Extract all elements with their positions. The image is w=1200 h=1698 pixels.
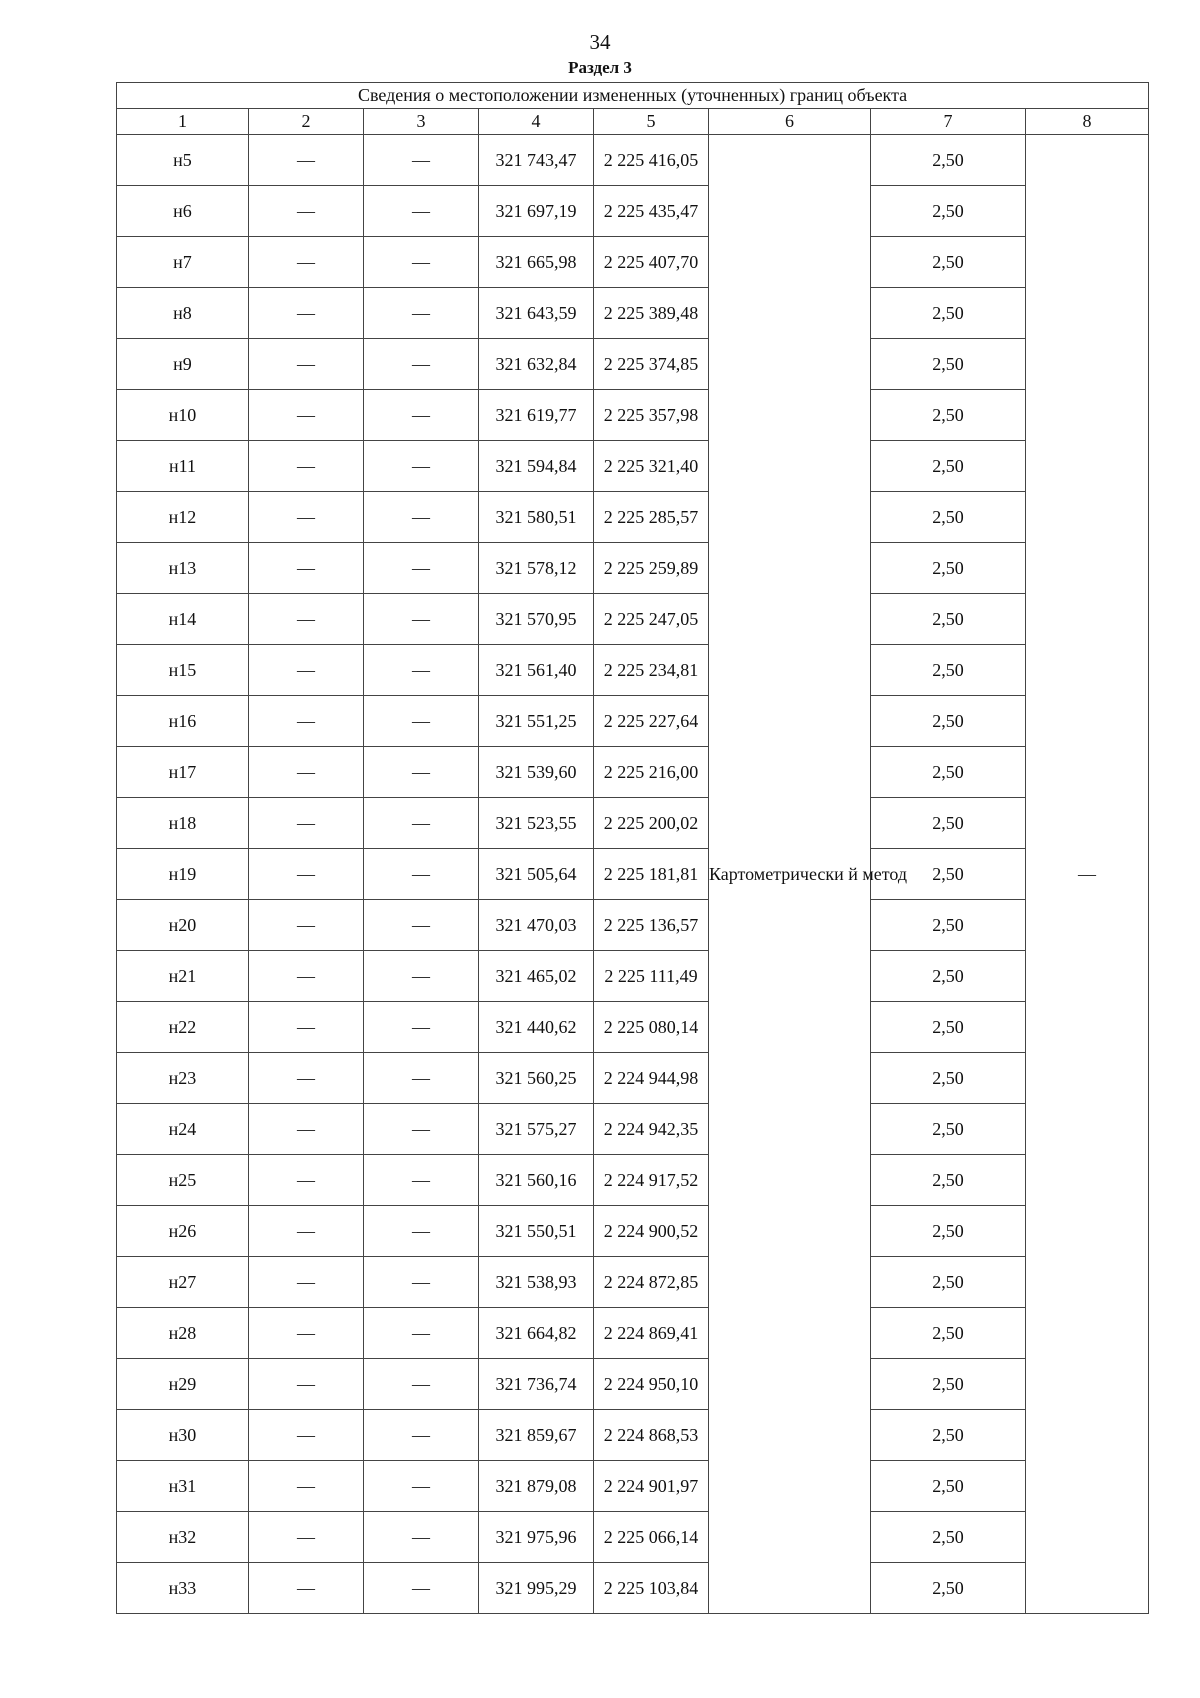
col2-cell: — bbox=[249, 798, 364, 849]
col2-cell: — bbox=[249, 237, 364, 288]
accuracy-cell: 2,50 bbox=[871, 1308, 1026, 1359]
y-coordinate-cell: 2 225 407,70 bbox=[594, 237, 709, 288]
col3-cell: — bbox=[364, 1359, 479, 1410]
y-coordinate-cell: 2 224 950,10 bbox=[594, 1359, 709, 1410]
col3-cell: — bbox=[364, 1461, 479, 1512]
col3-cell: — bbox=[364, 1308, 479, 1359]
accuracy-cell: 2,50 bbox=[871, 1410, 1026, 1461]
col2-cell: — bbox=[249, 1155, 364, 1206]
col3-cell: — bbox=[364, 696, 479, 747]
y-coordinate-cell: 2 225 111,49 bbox=[594, 951, 709, 1002]
y-coordinate-cell: 2 225 200,02 bbox=[594, 798, 709, 849]
table-row bbox=[117, 1461, 1149, 1512]
column-number-8: 8 bbox=[1026, 109, 1149, 135]
col3-cell: — bbox=[364, 186, 479, 237]
x-coordinate-cell: 321 736,74 bbox=[479, 1359, 594, 1410]
accuracy-cell: 2,50 bbox=[871, 1461, 1026, 1512]
col2-cell: — bbox=[249, 951, 364, 1002]
x-coordinate-cell: 321 743,47 bbox=[479, 135, 594, 186]
accuracy-cell: 2,50 bbox=[871, 1053, 1026, 1104]
accuracy-cell: 2,50 bbox=[871, 135, 1026, 186]
col2-cell: — bbox=[249, 900, 364, 951]
y-coordinate-cell: 2 225 285,57 bbox=[594, 492, 709, 543]
column-number-4: 4 bbox=[479, 109, 594, 135]
table-row bbox=[117, 543, 1149, 594]
x-coordinate-cell: 321 580,51 bbox=[479, 492, 594, 543]
column-number-5: 5 bbox=[594, 109, 709, 135]
col3-cell: — bbox=[364, 1257, 479, 1308]
col2-cell: — bbox=[249, 1002, 364, 1053]
col2-cell: — bbox=[249, 492, 364, 543]
x-coordinate-cell: 321 578,12 bbox=[479, 543, 594, 594]
table-row bbox=[117, 1053, 1149, 1104]
col3-cell: — bbox=[364, 1563, 479, 1614]
x-coordinate-cell: 321 665,98 bbox=[479, 237, 594, 288]
x-coordinate-cell: 321 465,02 bbox=[479, 951, 594, 1002]
table-row bbox=[117, 696, 1149, 747]
point-name-cell: н29 bbox=[117, 1359, 249, 1410]
col2-cell: — bbox=[249, 135, 364, 186]
y-coordinate-cell: 2 225 103,84 bbox=[594, 1563, 709, 1614]
point-name-cell: н13 bbox=[117, 543, 249, 594]
col2-cell: — bbox=[249, 186, 364, 237]
accuracy-cell: 2,50 bbox=[871, 390, 1026, 441]
table-row bbox=[117, 237, 1149, 288]
col2-cell: — bbox=[249, 1512, 364, 1563]
table-caption: Сведения о местоположении измененных (уточненных) границ объекта bbox=[117, 83, 1149, 109]
col2-cell: — bbox=[249, 1053, 364, 1104]
table-row bbox=[117, 645, 1149, 696]
col3-cell: — bbox=[364, 390, 479, 441]
y-coordinate-cell: 2 224 872,85 bbox=[594, 1257, 709, 1308]
accuracy-cell: 2,50 bbox=[871, 951, 1026, 1002]
point-name-cell: н12 bbox=[117, 492, 249, 543]
point-name-cell: н16 bbox=[117, 696, 249, 747]
x-coordinate-cell: 321 643,59 bbox=[479, 288, 594, 339]
x-coordinate-cell: 321 975,96 bbox=[479, 1512, 594, 1563]
x-coordinate-cell: 321 538,93 bbox=[479, 1257, 594, 1308]
table-row bbox=[117, 339, 1149, 390]
column-number-2: 2 bbox=[249, 109, 364, 135]
point-name-cell: н27 bbox=[117, 1257, 249, 1308]
x-coordinate-cell: 321 995,29 bbox=[479, 1563, 594, 1614]
table-row bbox=[117, 747, 1149, 798]
x-coordinate-cell: 321 505,64 bbox=[479, 849, 594, 900]
accuracy-cell: 2,50 bbox=[871, 1002, 1026, 1053]
y-coordinate-cell: 2 225 435,47 bbox=[594, 186, 709, 237]
col2-cell: — bbox=[249, 1359, 364, 1410]
accuracy-cell: 2,50 bbox=[871, 1257, 1026, 1308]
col2-cell: — bbox=[249, 747, 364, 798]
point-name-cell: н25 bbox=[117, 1155, 249, 1206]
x-coordinate-cell: 321 575,27 bbox=[479, 1104, 594, 1155]
col3-cell: — bbox=[364, 135, 479, 186]
accuracy-cell: 2,50 bbox=[871, 339, 1026, 390]
col3-cell: — bbox=[364, 645, 479, 696]
point-name-cell: н17 bbox=[117, 747, 249, 798]
col3-cell: — bbox=[364, 492, 479, 543]
col2-cell: — bbox=[249, 645, 364, 696]
accuracy-cell: 2,50 bbox=[871, 1155, 1026, 1206]
point-name-cell: н6 bbox=[117, 186, 249, 237]
col2-cell: — bbox=[249, 1104, 364, 1155]
col3-cell: — bbox=[364, 900, 479, 951]
page-number: 34 bbox=[589, 30, 611, 54]
accuracy-cell: 2,50 bbox=[871, 543, 1026, 594]
col2-cell: — bbox=[249, 696, 364, 747]
table-row bbox=[117, 1563, 1149, 1614]
x-coordinate-cell: 321 440,62 bbox=[479, 1002, 594, 1053]
y-coordinate-cell: 2 224 869,41 bbox=[594, 1308, 709, 1359]
y-coordinate-cell: 2 225 374,85 bbox=[594, 339, 709, 390]
accuracy-cell: 2,50 bbox=[871, 186, 1026, 237]
x-coordinate-cell: 321 551,25 bbox=[479, 696, 594, 747]
col2-cell: — bbox=[249, 288, 364, 339]
x-coordinate-cell: 321 697,19 bbox=[479, 186, 594, 237]
table-row bbox=[117, 900, 1149, 951]
col3-cell: — bbox=[364, 1104, 479, 1155]
table-row bbox=[117, 1155, 1149, 1206]
table-row bbox=[117, 798, 1149, 849]
point-name-cell: н23 bbox=[117, 1053, 249, 1104]
accuracy-cell: 2,50 bbox=[871, 747, 1026, 798]
point-name-cell: н11 bbox=[117, 441, 249, 492]
point-name-cell: н7 bbox=[117, 237, 249, 288]
col3-cell: — bbox=[364, 1410, 479, 1461]
x-coordinate-cell: 321 523,55 bbox=[479, 798, 594, 849]
point-name-cell: н5 bbox=[117, 135, 249, 186]
table-body bbox=[117, 135, 1149, 1614]
accuracy-cell: 2,50 bbox=[871, 645, 1026, 696]
col2-cell: — bbox=[249, 441, 364, 492]
x-coordinate-cell: 321 470,03 bbox=[479, 900, 594, 951]
y-coordinate-cell: 2 225 357,98 bbox=[594, 390, 709, 441]
col2-cell: — bbox=[249, 1308, 364, 1359]
y-coordinate-cell: 2 225 227,64 bbox=[594, 696, 709, 747]
col2-cell: — bbox=[249, 1206, 364, 1257]
accuracy-cell: 2,50 bbox=[871, 492, 1026, 543]
accuracy-cell: 2,50 bbox=[871, 849, 1026, 900]
accuracy-cell: 2,50 bbox=[871, 1512, 1026, 1563]
col3-cell: — bbox=[364, 441, 479, 492]
table-row bbox=[117, 288, 1149, 339]
x-coordinate-cell: 321 570,95 bbox=[479, 594, 594, 645]
x-coordinate-cell: 321 619,77 bbox=[479, 390, 594, 441]
point-name-cell: н33 bbox=[117, 1563, 249, 1614]
col3-cell: — bbox=[364, 594, 479, 645]
col3-cell: — bbox=[364, 1206, 479, 1257]
col2-cell: — bbox=[249, 1563, 364, 1614]
col2-cell: — bbox=[249, 543, 364, 594]
col2-cell: — bbox=[249, 339, 364, 390]
col2-cell: — bbox=[249, 1257, 364, 1308]
point-name-cell: н9 bbox=[117, 339, 249, 390]
point-name-cell: н15 bbox=[117, 645, 249, 696]
point-name-cell: н19 bbox=[117, 849, 249, 900]
col3-cell: — bbox=[364, 798, 479, 849]
table-row bbox=[117, 441, 1149, 492]
y-coordinate-cell: 2 224 917,52 bbox=[594, 1155, 709, 1206]
point-name-cell: н28 bbox=[117, 1308, 249, 1359]
x-coordinate-cell: 321 632,84 bbox=[479, 339, 594, 390]
section-title: Раздел 3 bbox=[568, 58, 632, 77]
table-row bbox=[117, 135, 1149, 186]
point-name-cell: н32 bbox=[117, 1512, 249, 1563]
col3-cell: — bbox=[364, 747, 479, 798]
column-number-6: 6 bbox=[709, 109, 871, 135]
accuracy-cell: 2,50 bbox=[871, 696, 1026, 747]
accuracy-cell: 2,50 bbox=[871, 1104, 1026, 1155]
col2-cell: — bbox=[249, 390, 364, 441]
point-name-cell: н30 bbox=[117, 1410, 249, 1461]
table-row bbox=[117, 390, 1149, 441]
point-name-cell: н21 bbox=[117, 951, 249, 1002]
col2-cell: — bbox=[249, 1410, 364, 1461]
y-coordinate-cell: 2 224 944,98 bbox=[594, 1053, 709, 1104]
accuracy-cell: 2,50 bbox=[871, 441, 1026, 492]
table-row bbox=[117, 1359, 1149, 1410]
x-coordinate-cell: 321 561,40 bbox=[479, 645, 594, 696]
table-row bbox=[117, 849, 1149, 900]
table-row bbox=[117, 1104, 1149, 1155]
accuracy-cell: 2,50 bbox=[871, 1206, 1026, 1257]
y-coordinate-cell: 2 225 066,14 bbox=[594, 1512, 709, 1563]
col3-cell: — bbox=[364, 849, 479, 900]
table-row bbox=[117, 1410, 1149, 1461]
y-coordinate-cell: 2 225 247,05 bbox=[594, 594, 709, 645]
accuracy-cell: 2,50 bbox=[871, 594, 1026, 645]
col8-cell: — bbox=[1026, 135, 1149, 1614]
column-number-1: 1 bbox=[117, 109, 249, 135]
y-coordinate-cell: 2 225 416,05 bbox=[594, 135, 709, 186]
table-caption-row bbox=[117, 83, 1149, 109]
y-coordinate-cell: 2 225 259,89 bbox=[594, 543, 709, 594]
table-row bbox=[117, 492, 1149, 543]
x-coordinate-cell: 321 539,60 bbox=[479, 747, 594, 798]
point-name-cell: н24 bbox=[117, 1104, 249, 1155]
accuracy-cell: 2,50 bbox=[871, 900, 1026, 951]
x-coordinate-cell: 321 560,16 bbox=[479, 1155, 594, 1206]
x-coordinate-cell: 321 560,25 bbox=[479, 1053, 594, 1104]
col3-cell: — bbox=[364, 1512, 479, 1563]
point-name-cell: н18 bbox=[117, 798, 249, 849]
col3-cell: — bbox=[364, 543, 479, 594]
col2-cell: — bbox=[249, 594, 364, 645]
y-coordinate-cell: 2 224 868,53 bbox=[594, 1410, 709, 1461]
col3-cell: — bbox=[364, 237, 479, 288]
x-coordinate-cell: 321 594,84 bbox=[479, 441, 594, 492]
y-coordinate-cell: 2 224 901,97 bbox=[594, 1461, 709, 1512]
point-name-cell: н26 bbox=[117, 1206, 249, 1257]
x-coordinate-cell: 321 859,67 bbox=[479, 1410, 594, 1461]
point-name-cell: н20 bbox=[117, 900, 249, 951]
y-coordinate-cell: 2 225 136,57 bbox=[594, 900, 709, 951]
col3-cell: — bbox=[364, 1002, 479, 1053]
point-name-cell: н8 bbox=[117, 288, 249, 339]
col3-cell: — bbox=[364, 951, 479, 1002]
point-name-cell: н31 bbox=[117, 1461, 249, 1512]
table-row bbox=[117, 1512, 1149, 1563]
table-row bbox=[117, 594, 1149, 645]
point-name-cell: н10 bbox=[117, 390, 249, 441]
col2-cell: — bbox=[249, 849, 364, 900]
point-name-cell: н22 bbox=[117, 1002, 249, 1053]
col2-cell: — bbox=[249, 1461, 364, 1512]
col3-cell: — bbox=[364, 339, 479, 390]
column-number-3: 3 bbox=[364, 109, 479, 135]
y-coordinate-cell: 2 225 321,40 bbox=[594, 441, 709, 492]
accuracy-cell: 2,50 bbox=[871, 1563, 1026, 1614]
table-row bbox=[117, 186, 1149, 237]
accuracy-cell: 2,50 bbox=[871, 1359, 1026, 1410]
y-coordinate-cell: 2 225 234,81 bbox=[594, 645, 709, 696]
point-name-cell: н14 bbox=[117, 594, 249, 645]
x-coordinate-cell: 321 550,51 bbox=[479, 1206, 594, 1257]
accuracy-cell: 2,50 bbox=[871, 798, 1026, 849]
col3-cell: — bbox=[364, 288, 479, 339]
table-row bbox=[117, 1206, 1149, 1257]
y-coordinate-cell: 2 225 216,00 bbox=[594, 747, 709, 798]
method-cell: Картометрически й метод bbox=[709, 135, 871, 1614]
table-row bbox=[117, 951, 1149, 1002]
y-coordinate-cell: 2 225 389,48 bbox=[594, 288, 709, 339]
y-coordinate-cell: 2 224 942,35 bbox=[594, 1104, 709, 1155]
accuracy-cell: 2,50 bbox=[871, 237, 1026, 288]
accuracy-cell: 2,50 bbox=[871, 288, 1026, 339]
table-row bbox=[117, 1257, 1149, 1308]
y-coordinate-cell: 2 225 080,14 bbox=[594, 1002, 709, 1053]
x-coordinate-cell: 321 879,08 bbox=[479, 1461, 594, 1512]
table-row bbox=[117, 1308, 1149, 1359]
table-row bbox=[117, 1002, 1149, 1053]
y-coordinate-cell: 2 225 181,81 bbox=[594, 849, 709, 900]
col3-cell: — bbox=[364, 1155, 479, 1206]
coordinates-table bbox=[116, 82, 1149, 1614]
x-coordinate-cell: 321 664,82 bbox=[479, 1308, 594, 1359]
y-coordinate-cell: 2 224 900,52 bbox=[594, 1206, 709, 1257]
column-number-row bbox=[117, 109, 1149, 135]
col3-cell: — bbox=[364, 1053, 479, 1104]
column-number-7: 7 bbox=[871, 109, 1026, 135]
